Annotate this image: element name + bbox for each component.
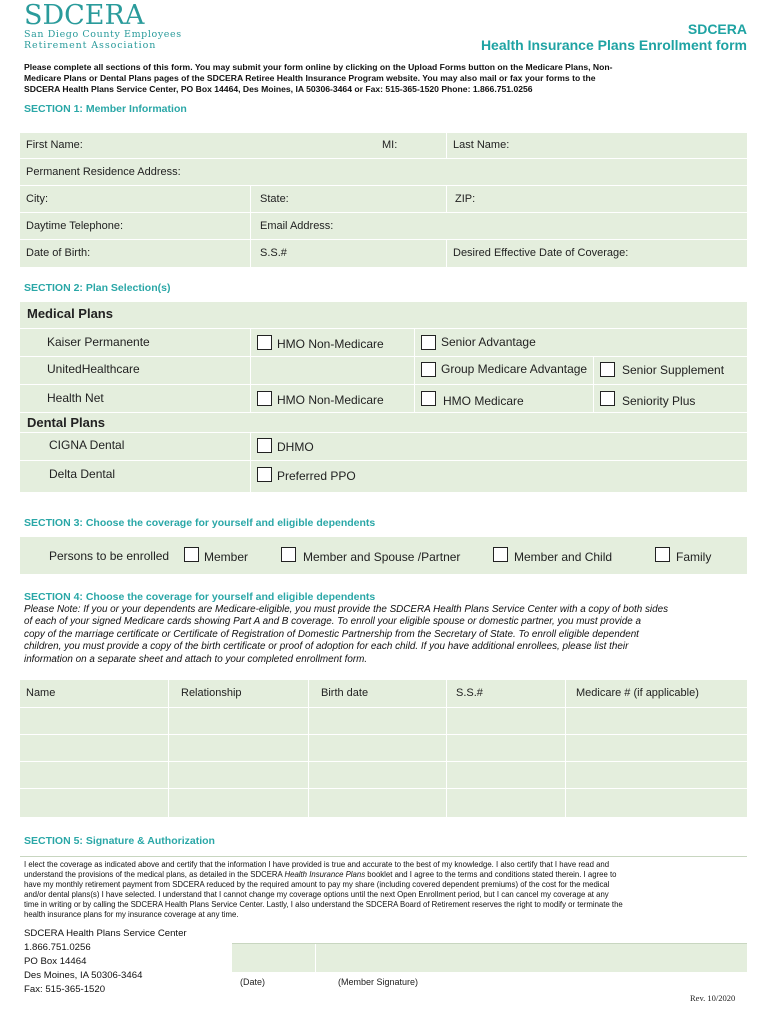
intro-line-2: Medicare Plans or Dental Plans pages of the SDCERA Retiree Health Insurance Program website. You may also mail or fax your forms to the (24, 73, 596, 84)
auth-line-2c: booklet and I agree to the terms and conditions stated therein. I agree to (365, 870, 617, 879)
booklet-name: Health Insurance Plans (284, 870, 366, 879)
section-5-top-rule (20, 856, 747, 857)
phone-field[interactable]: Daytime Telephone: (26, 220, 124, 232)
auth-line-4: and/or dental plans(s) I have selected. I understand that I cannot change my coverage options until the next Open Enrollment period, but I can cancel my coverage at any (24, 890, 609, 899)
section-1-title: SECTION 1: Member Information (24, 103, 187, 115)
intro-text (24, 62, 612, 96)
kaiser-senior-checkbox[interactable] (421, 335, 436, 350)
kaiser-senior-label: Senior Advantage (441, 335, 536, 349)
logo-text: SDCERA (24, 0, 145, 31)
address-line-4: Des Moines, IA 50306-3464 (24, 970, 143, 981)
divider (446, 240, 447, 267)
authorization-text (24, 860, 623, 920)
form-title-block (481, 21, 747, 53)
healthnet-seniority-label: Seniority Plus (622, 394, 696, 408)
divider (20, 384, 747, 385)
section-4-note (24, 604, 668, 666)
divider (315, 944, 316, 972)
city-field[interactable]: City: (26, 193, 48, 205)
divider (20, 788, 747, 789)
divider (308, 680, 309, 817)
cigna-dhmo-checkbox[interactable] (257, 438, 272, 453)
note-line-4: children, you must provide a copy of the birth certificate or proof of adoption for each child. If you have additional enrollees, please list their (24, 641, 629, 653)
email-field[interactable]: Email Address: (260, 220, 334, 232)
auth-line-6: health insurance plans for my insurance coverage at any time. (24, 910, 239, 919)
divider (20, 185, 747, 186)
dob-field[interactable]: Date of Birth: (26, 247, 91, 259)
auth-line-2 (24, 870, 623, 880)
divider (20, 460, 747, 461)
divider (20, 707, 747, 708)
signature-box[interactable] (232, 944, 747, 972)
divider (20, 328, 747, 329)
col-header-medicare: Medicare # (if applicable) (576, 687, 699, 699)
auth-line-1: I elect the coverage as indicated above and certify that the information I have provided is true and accurate to the best of my knowledge. I also certify that I have read and (24, 860, 610, 869)
ss-field[interactable]: S.S.# (260, 247, 287, 259)
divider (20, 239, 747, 240)
divider (20, 412, 747, 413)
address-line-5: Fax: 515-365-1520 (24, 984, 106, 995)
logo-subtitle-1: San Diego County Employees (24, 29, 182, 40)
section-5-title: SECTION 5: Signature & Authorization (24, 835, 215, 847)
signature-rule (232, 943, 747, 944)
zip-field[interactable]: ZIP: (455, 193, 476, 205)
member-option-label: Member (204, 550, 249, 564)
section-3-title: SECTION 3: Choose the coverage for yourself and eligible dependents (24, 517, 376, 529)
kaiser-hmo-checkbox[interactable] (257, 335, 272, 350)
revision-label: Rev. 10/2020 (690, 993, 736, 1003)
intro-line-1: Please complete all sections of this form. You may submit your form online by clicking on the Upload Forms button on the Medicare Plans, Non- (24, 62, 613, 72)
healthnet-seniority-checkbox[interactable] (600, 391, 615, 406)
divider (593, 357, 594, 412)
persons-label: Persons to be enrolled (49, 549, 170, 563)
medical-plans-heading: Medical Plans (27, 306, 113, 321)
uhc-label: UnitedHealthcare (47, 362, 140, 376)
healthnet-medicare-label: HMO Medicare (443, 394, 524, 408)
col-header-birth-date: Birth date (321, 687, 369, 699)
divider (20, 212, 747, 213)
note-line-3: copy of the marriage certificate or Certificate of Registration of Domestic Partnership from the Secretary of State. To enroll eligible dependent (24, 628, 639, 640)
date-label: (Date) (240, 977, 266, 987)
note-line-1: Please Note: If you or your dependents are Medicare-eligible, you must provide the SDCERA Health Plans Service Center with a copy of both sides (24, 604, 669, 615)
member-checkbox[interactable] (184, 547, 199, 562)
divider (250, 329, 251, 412)
cigna-label: CIGNA Dental (49, 438, 125, 452)
member-info-panel (20, 133, 747, 267)
divider (20, 734, 747, 735)
divider (20, 432, 747, 433)
member-child-option-label: Member and Child (514, 550, 613, 564)
col-header-relationship: Relationship (181, 687, 242, 699)
auth-line-2a: understand the provisions of the medical plans, as detailed in the SDCERA (24, 870, 285, 879)
auth-line-5: time in writing or by calling the SDCERA Health Plans Service Center. Lastly, I also understand the SDCERA Board of Retirement reserves the right to modify or terminate the (24, 900, 623, 909)
divider (414, 329, 415, 412)
delta-ppo-label: Preferred PPO (277, 469, 356, 483)
address-line-2: 1.866.751.0256 (24, 942, 91, 953)
cigna-dhmo-label: DHMO (277, 440, 314, 454)
service-center-address (24, 927, 187, 997)
form-title: Health Insurance Plans Enrollment form (480, 37, 747, 53)
uhc-supplement-checkbox[interactable] (600, 362, 615, 377)
auth-line-3: have my monthly retirement payment from SDCERA reduced by the required amount to pay my share (including covered dependent premiums) of the cost for the medical (24, 880, 610, 889)
member-spouse-option-label: Member and Spouse /Partner (303, 550, 461, 564)
divider (565, 680, 566, 817)
healthnet-hmo-checkbox[interactable] (257, 391, 272, 406)
member-spouse-checkbox[interactable] (281, 547, 296, 562)
address-line-3: PO Box 14464 (24, 956, 87, 967)
address-field[interactable]: Permanent Residence Address: (26, 166, 181, 178)
signature-label: (Member Signature) (338, 977, 419, 987)
state-field[interactable]: State: (260, 193, 289, 205)
last-name-field[interactable]: Last Name: (453, 139, 510, 151)
uhc-group-label: Group Medicare Advantage (441, 362, 588, 376)
divider (20, 158, 747, 159)
dental-plans-heading: Dental Plans (27, 415, 106, 430)
delta-ppo-checkbox[interactable] (257, 467, 272, 482)
kaiser-label: Kaiser Permanente (47, 335, 150, 349)
note-line-2: of each of your signed Medicare cards showing Part A and B coverage. To enroll your eligible spouse or domestic partner, you must provide a (24, 616, 641, 628)
healthnet-hmo-label: HMO Non-Medicare (277, 393, 384, 407)
sdcera-logo (24, 2, 184, 56)
uhc-group-checkbox[interactable] (421, 362, 436, 377)
uhc-supplement-label: Senior Supplement (622, 363, 725, 377)
divider (250, 186, 251, 267)
family-checkbox[interactable] (655, 547, 670, 562)
divider (446, 186, 447, 212)
logo-subtitle-2: Retirement Association (24, 40, 157, 51)
kaiser-hmo-label: HMO Non-Medicare (277, 337, 384, 351)
family-option-label: Family (676, 550, 712, 564)
effective-date-field[interactable]: Desired Effective Date of Coverage: (453, 247, 629, 259)
form-title-org: SDCERA (687, 21, 747, 37)
note-line-5: information on a separate sheet and attach to your completed enrollment form. (24, 653, 368, 665)
divider (446, 133, 447, 158)
divider (446, 680, 447, 817)
section-2-title: SECTION 2: Plan Selection(s) (24, 282, 171, 294)
divider (20, 761, 747, 762)
intro-line-3: SDCERA Health Plans Service Center, PO Box 14464, Des Moines, IA 50306-3464 or Fax: 515-365-1520 Phone: 1.866.751.0256 (24, 84, 533, 95)
delta-label: Delta Dental (49, 467, 116, 481)
section-4-title: SECTION 4: Choose the coverage for yourself and eligible dependents (24, 591, 376, 603)
mi-field[interactable]: MI: (382, 139, 398, 151)
healthnet-medicare-checkbox[interactable] (421, 391, 436, 406)
dependents-table (20, 680, 747, 817)
divider (168, 680, 169, 817)
col-header-name: Name (26, 687, 56, 699)
col-header-ss: S.S.# (456, 687, 483, 699)
address-line-1: SDCERA Health Plans Service Center (24, 928, 187, 939)
healthnet-label: Health Net (47, 391, 104, 405)
first-name-field[interactable]: First Name: (26, 139, 83, 151)
divider (20, 356, 747, 357)
member-child-checkbox[interactable] (493, 547, 508, 562)
divider (250, 433, 251, 492)
